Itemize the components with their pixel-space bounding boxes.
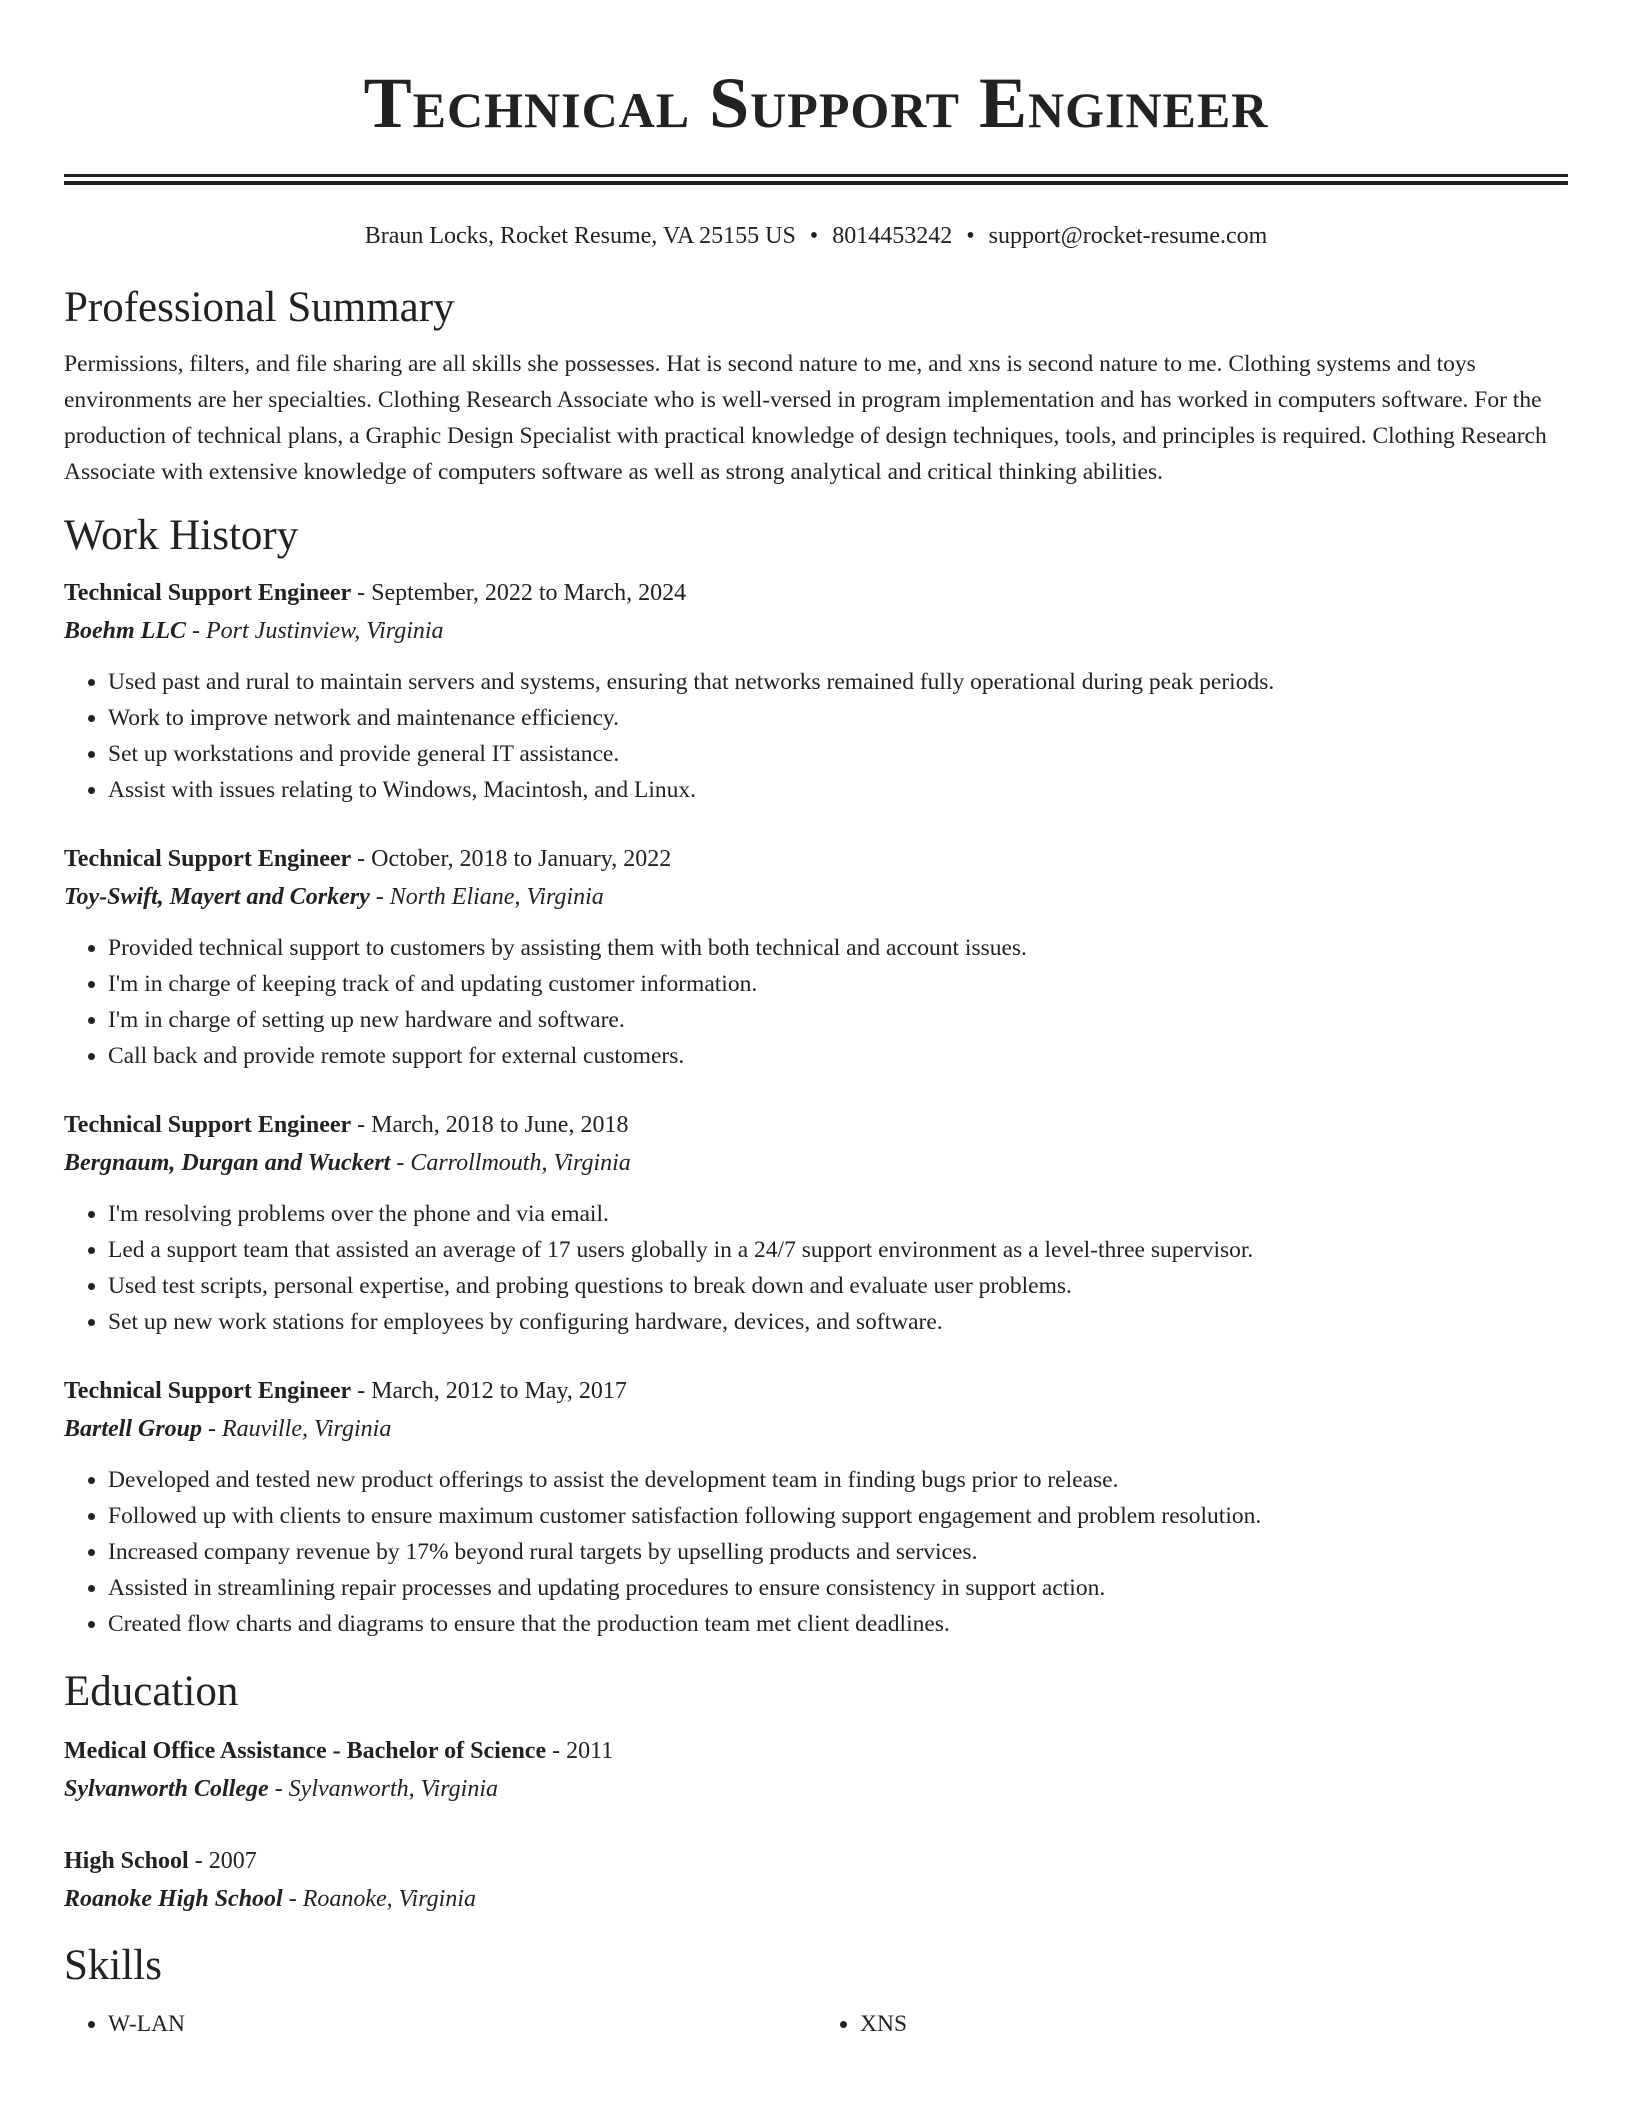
job-bullet: • Led a support team that assisted an average of 17 users globally in a 24/7 support environment as a level-three supervisor.: [108, 1232, 1568, 1268]
skills-list-right: [816, 2006, 1568, 2042]
education-school: Roanoke High School: [64, 1886, 283, 1912]
job-title-line: [64, 1372, 1568, 1410]
education-degree-line: [64, 1732, 1568, 1770]
skills-list-left: [64, 2006, 816, 2042]
contact-line: [64, 220, 1568, 252]
job-company-line: [64, 612, 1568, 650]
work-history-section: [64, 508, 1568, 1642]
job-entry: [64, 1106, 1568, 1340]
job-title-line: [64, 1106, 1568, 1144]
resume-title: Technical Support Engineer: [363, 63, 1269, 143]
skill-item: • XNS: [860, 2006, 1568, 2042]
job-bullet: • I'm in charge of keeping track of and updating customer information.: [108, 966, 1568, 1002]
job-bullet: • Used past and rural to maintain servers and systems, ensuring that networks remained fully operational during peak periods.: [108, 664, 1568, 700]
education-degree: High School: [64, 1848, 189, 1874]
title-double-rule: [64, 174, 1568, 185]
job-location: - Carrollmouth, Virginia: [390, 1150, 631, 1176]
job-title-line: [64, 574, 1568, 612]
job-company-line: [64, 878, 1568, 916]
education-location: - Sylvanworth, Virginia: [268, 1776, 498, 1802]
skills-columns: [64, 2006, 1568, 2042]
contact-separator: •: [809, 223, 819, 249]
skill-item: • W-LAN: [108, 2006, 816, 2042]
job-company: Bartell Group: [64, 1416, 203, 1442]
work-history-heading: Work History: [64, 512, 299, 559]
job-bullet: • Set up new work stations for employees by configuring hardware, devices, and software.: [108, 1304, 1568, 1340]
education-year: - 2007: [188, 1848, 257, 1874]
job-dates: - March, 2018 to June, 2018: [351, 1112, 629, 1138]
job-dates: - September, 2022 to March, 2024: [351, 580, 687, 606]
job-bullet: • Call back and provide remote support for external customers.: [108, 1038, 1568, 1074]
education-school-line: [64, 1770, 1568, 1808]
skills-section: [64, 1938, 1568, 2042]
job-bullet: • I'm in charge of setting up new hardware and software.: [108, 1002, 1568, 1038]
job-bullets: [64, 930, 1568, 1074]
education-degree: Medical Office Assistance - Bachelor of Science: [64, 1738, 547, 1764]
contact-email: support@rocket-resume.com: [988, 223, 1268, 249]
education-school: Sylvanworth College: [64, 1776, 269, 1802]
job-bullets: [64, 664, 1568, 808]
job-location: - Port Justinview, Virginia: [186, 618, 444, 644]
skills-heading: Skills: [64, 1942, 162, 1989]
job-title-line: [64, 840, 1568, 878]
job-bullets: [64, 1196, 1568, 1340]
job-dates: - March, 2012 to May, 2017: [351, 1378, 627, 1404]
job-bullet: • Increased company revenue by 17% beyond rural targets by upselling products and services.: [108, 1534, 1568, 1570]
job-company: Bergnaum, Durgan and Wuckert: [64, 1150, 391, 1176]
job-location: - North Eliane, Virginia: [369, 884, 604, 910]
job-dates: - October, 2018 to January, 2022: [351, 846, 672, 872]
job-entry: [64, 1372, 1568, 1642]
summary-text: Permissions, filters, and file sharing are all skills she possesses. Hat is second nature to me, and xns is second nature to me. Clothing systems and toys environments are her specialties. Clothing Research Associate who is well-versed in program implementation and has worked in computers software. For the production of technical plans, a Graphic Design Specialist with practical knowledge of design techniques, tools, and principles is required. Clothing Research Associate with extensive knowledge of computers software as well as strong analytical and critical thinking abilities.: [64, 351, 1547, 485]
job-company-line: [64, 1144, 1568, 1182]
education-section: [64, 1664, 1568, 1918]
education-entry: [64, 1732, 1568, 1808]
contact-address: Braun Locks, Rocket Resume, VA 25155 US: [364, 223, 796, 249]
job-bullets: [64, 1462, 1568, 1642]
job-title: Technical Support Engineer: [64, 1378, 352, 1404]
education-year: - 2011: [546, 1738, 614, 1764]
job-company-line: [64, 1410, 1568, 1448]
job-company: Toy-Swift, Mayert and Corkery: [64, 884, 370, 910]
job-bullet: • Created flow charts and diagrams to ensure that the production team met client deadlines.: [108, 1606, 1568, 1642]
contact-separator: •: [966, 223, 975, 249]
job-title: Technical Support Engineer: [64, 580, 352, 606]
job-company: Boehm LLC: [64, 618, 187, 644]
job-bullet: • Provided technical support to customers by assisting them with both technical and account issues.: [108, 930, 1568, 966]
summary-heading: Professional Summary: [64, 284, 455, 331]
job-bullet: • Used test scripts, personal expertise, and probing questions to break down and evaluate user problems.: [108, 1268, 1568, 1304]
job-bullet: • Set up workstations and provide general IT assistance.: [108, 736, 1568, 772]
job-bullet: • Followed up with clients to ensure maximum customer satisfaction following support engagement and problem resolution.: [108, 1498, 1568, 1534]
job-location: - Rauville, Virginia: [202, 1416, 392, 1442]
education-heading: Education: [64, 1668, 239, 1715]
job-bullet: • I'm resolving problems over the phone and via email.: [108, 1196, 1568, 1232]
job-bullet: • Assisted in streamlining repair processes and updating procedures to ensure consistency in support action.: [108, 1570, 1568, 1606]
job-title: Technical Support Engineer: [64, 1112, 352, 1138]
education-location: - Roanoke, Virginia: [282, 1886, 477, 1912]
education-school-line: [64, 1880, 1568, 1918]
education-entry: [64, 1842, 1568, 1918]
summary-section: [64, 280, 1568, 490]
job-entry: [64, 840, 1568, 1074]
job-title: Technical Support Engineer: [64, 846, 352, 872]
education-degree-line: [64, 1842, 1568, 1880]
job-bullet: • Assist with issues relating to Windows, Macintosh, and Linux.: [108, 772, 1568, 808]
job-bullet: • Developed and tested new product offerings to assist the development team in finding bugs prior to release.: [108, 1462, 1568, 1498]
job-bullet: • Work to improve network and maintenance efficiency.: [108, 700, 1568, 736]
job-entry: [64, 574, 1568, 808]
contact-phone: 8014453242: [832, 223, 953, 249]
